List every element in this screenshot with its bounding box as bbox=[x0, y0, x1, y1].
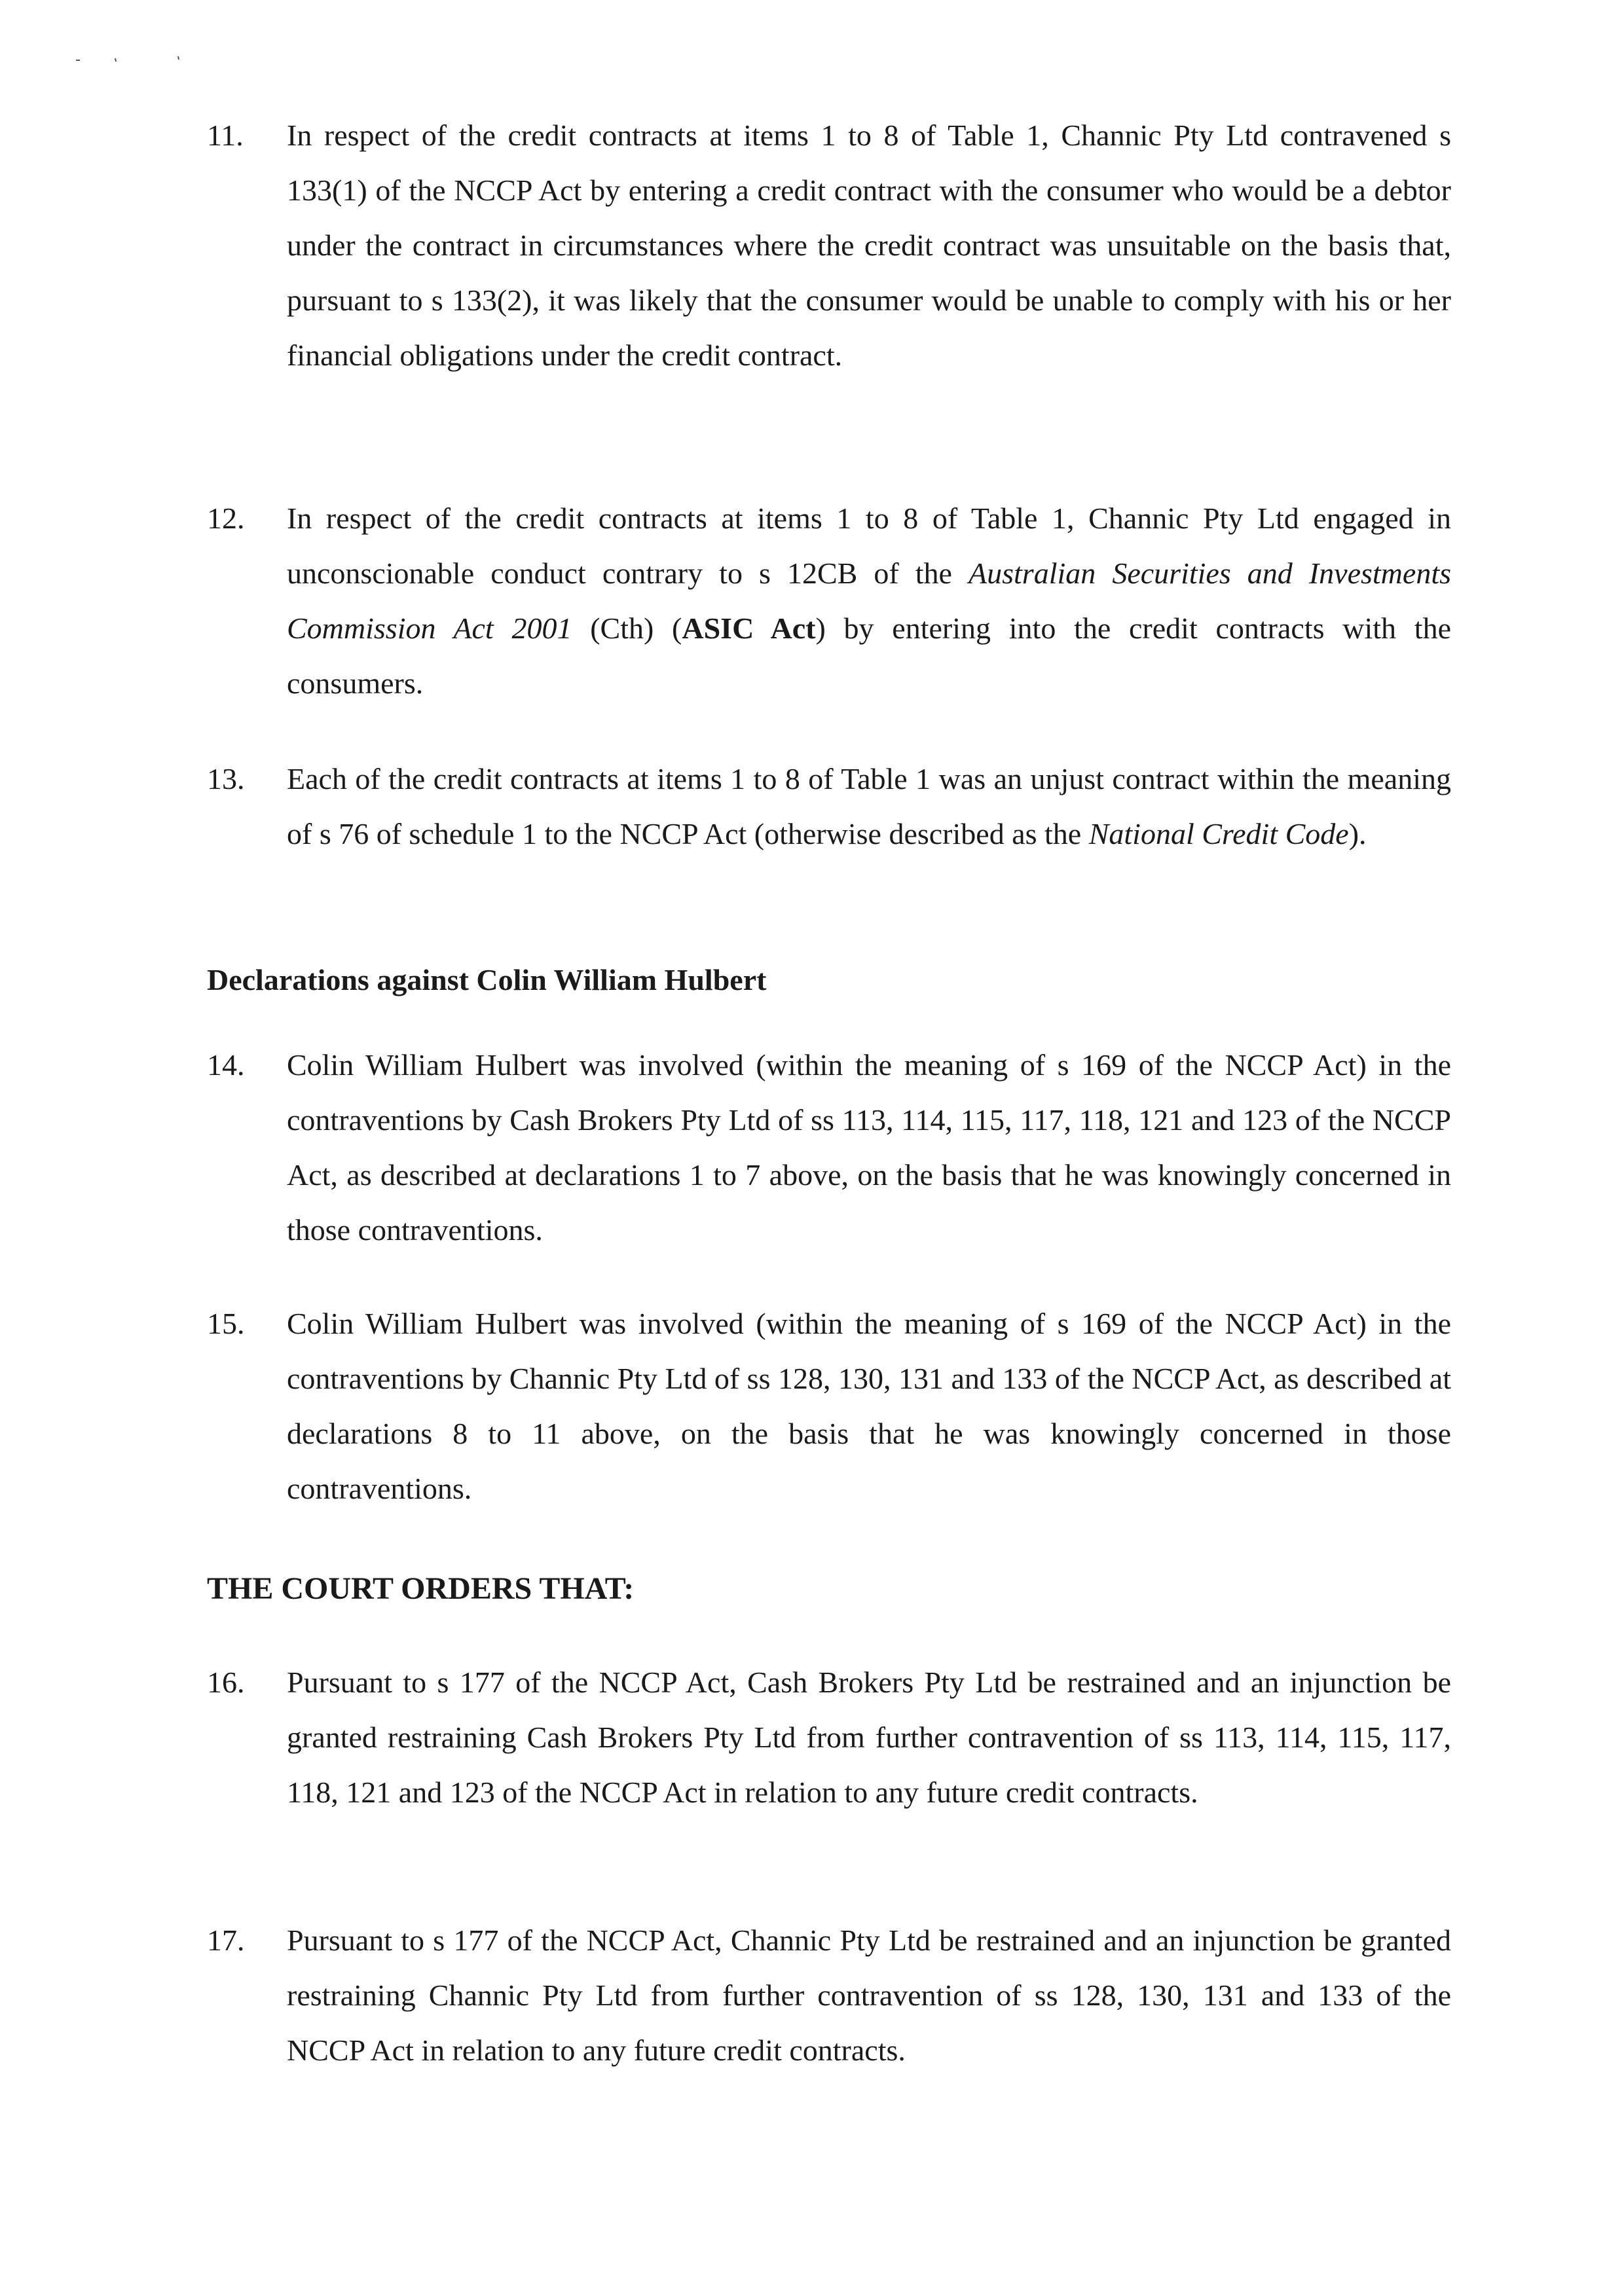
text-run: ). bbox=[1348, 817, 1367, 850]
paragraph-number: 12. bbox=[207, 501, 245, 535]
paragraph-text: Colin William Hulbert was involved (within the meaning of s 169 of the NCCP Act) in the contraventions by Cash Brokers Pty Ltd of ss 113, 114, 115, 117, 118, 121 and 123 of the NCCP Act, as described at declarations 1 to 7 above, on the basis that he was knowingly concerned in those contraventions. bbox=[287, 1048, 1451, 1247]
paragraph-text: Colin William Hulbert was involved (within the meaning of s 169 of the NCCP Act) in the contraventions by Channic Pty Ltd of ss 128, 130, 131 and 133 of the NCCP Act, as described at declarations 8 to 11 above, on the basis that he was knowingly concerned in those contraventions. bbox=[287, 1307, 1452, 1505]
paragraph-text: Pursuant to s 177 of the NCCP Act, Cash Brokers Pty Ltd be restrained and an injunction be granted restraining Cash Brokers Pty Ltd from further contravention of ss 113, 114, 115, 117, 118, 121 and 123 of the NCCP Act in relation to any future credit contracts. bbox=[287, 1666, 1451, 1809]
paragraph-number: 14. bbox=[207, 1048, 245, 1082]
defined-term: ASIC Act bbox=[682, 611, 816, 645]
section-heading-declarations: Declarations against Colin William Hulbert bbox=[207, 963, 767, 996]
text-run: In respect of the credit contracts at items 1 to 8 of Table 1, Channic Pty Ltd engaged in unconscionable conduct contrary to s 12CB of the bbox=[287, 501, 1451, 590]
paragraph-number: 16. bbox=[207, 1666, 245, 1699]
paragraph-text bbox=[287, 491, 1451, 711]
scan-artifact-marks bbox=[73, 52, 191, 65]
text-run: (Cth) ( bbox=[572, 611, 682, 645]
paragraph-number: 15. bbox=[207, 1307, 245, 1340]
paragraph-number: 13. bbox=[207, 762, 245, 795]
paragraph-14 bbox=[207, 1038, 1451, 1258]
code-name: National Credit Code bbox=[1088, 817, 1349, 850]
paragraph-text: Pursuant to s 177 of the NCCP Act, Channic Pty Ltd be restrained and an injunction be granted restraining Channic Pty Ltd from further contravention of ss 128, 130, 131 and 133 of the NCCP Act in relation to any future credit contracts. bbox=[287, 1923, 1451, 2067]
paragraph-16 bbox=[207, 1655, 1451, 1820]
section-heading-court-orders: THE COURT ORDERS THAT: bbox=[207, 1571, 635, 1606]
paragraph-12 bbox=[207, 491, 1451, 711]
paragraph-number: 17. bbox=[207, 1923, 245, 1957]
paragraph-17 bbox=[207, 1913, 1451, 2078]
text-run: ) by entering into the credit contracts with the consumers. bbox=[287, 611, 1451, 700]
paragraph-number: 11. bbox=[207, 118, 244, 152]
paragraph-text: In respect of the credit contracts at items 1 to 8 of Table 1, Channic Pty Ltd contravened s 133(1) of the NCCP Act by entering a credit contract with the consumer who would be a debtor under the contract in circumstances where the credit contract was unsuitable on the basis that, pursuant to s 133(2), it was likely that the consumer would be unable to comply with his or her financial obligations under the credit contract. bbox=[287, 118, 1451, 372]
act-title: Australian Securities and Investments Commission Act 2001 bbox=[287, 556, 1451, 645]
paragraph-11 bbox=[207, 108, 1451, 383]
paragraph-text bbox=[287, 752, 1451, 862]
paragraph-13 bbox=[207, 752, 1451, 862]
text-run: Each of the credit contracts at items 1 to 8 of Table 1 was an unjust contract within the meaning of s 76 of schedule 1 to the NCCP Act (otherwise described as the bbox=[287, 762, 1451, 850]
paragraph-15 bbox=[207, 1296, 1451, 1516]
